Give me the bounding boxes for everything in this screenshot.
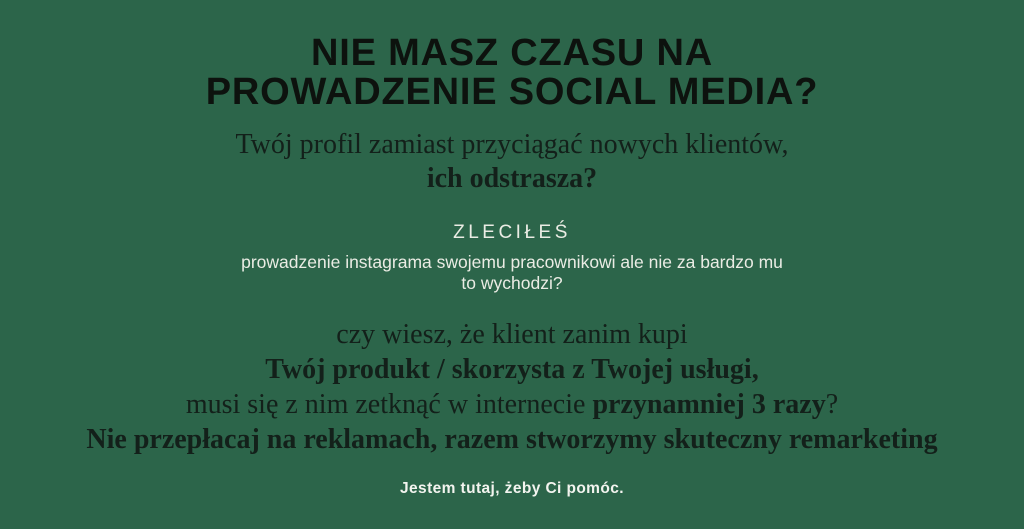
delegated-section — [241, 222, 783, 295]
delegated-body-line2: to wychodzi? — [461, 273, 563, 294]
intro-line1: Twój profil zamiast przyciągać nowych klientów, — [235, 128, 789, 160]
main-heading — [206, 34, 819, 112]
intro-text — [236, 128, 789, 196]
argument-line3-bold: przynamniej 3 razy — [592, 389, 826, 421]
main-heading-line2: PROWADZENIE SOCIAL MEDIA? — [205, 70, 819, 113]
argument-line1: czy wiesz, że klient zanim kupi — [336, 318, 688, 350]
intro-line2: ich odstrasza? — [426, 162, 598, 194]
delegated-body-line1: prowadzenie instagrama swojemu pracownikowi ale nie za bardzo mu — [241, 251, 783, 272]
argument-line3-regular: musi się z nim zetknąć w internecie — [185, 389, 593, 421]
footer-note: Jestem tutaj, żeby Ci pomóc. — [400, 479, 624, 497]
argument-line3-tail: ? — [825, 389, 839, 421]
argument-line3 — [86, 387, 937, 422]
argument-section — [86, 317, 937, 458]
delegated-body — [241, 252, 783, 295]
delegated-title: ZLECIŁEŚ — [453, 221, 571, 243]
argument-line2: Twój produkt / skorzysta z Twojej usługi, — [265, 353, 759, 385]
argument-line4: Nie przepłacaj na reklamach, razem stworzymy skuteczny remarketing — [86, 424, 938, 456]
main-heading-line1: NIE MASZ CZASU NA — [310, 32, 714, 74]
